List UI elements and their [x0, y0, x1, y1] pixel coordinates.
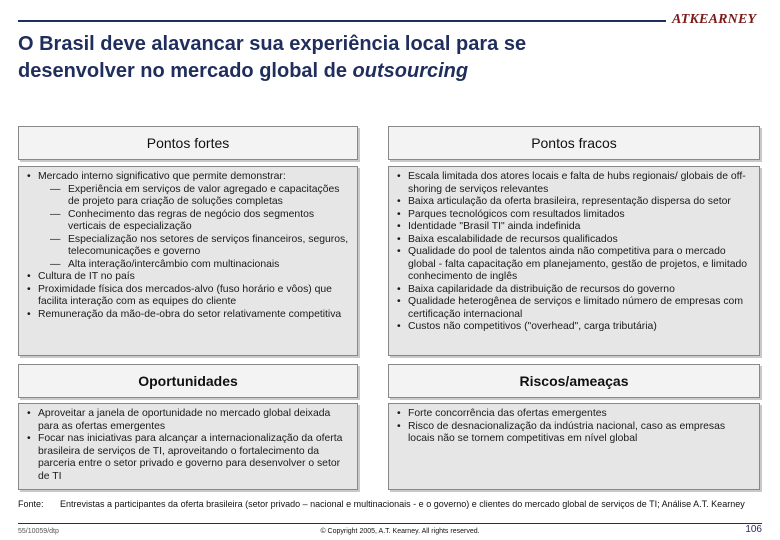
weaknesses-heading — [388, 126, 760, 160]
weaknesses-item: • Custos não competitivos ("overhead", carga tributária) — [397, 321, 751, 334]
opportunities-panel — [18, 403, 358, 490]
threats-list — [397, 408, 751, 446]
weaknesses-item: • Baixa escalabilidade de recursos qualificados — [397, 234, 751, 247]
company-logo: ATKEARNEY — [672, 12, 757, 27]
weaknesses-item: • Identidade "Brasil TI" ainda indefinida — [397, 221, 751, 234]
page-title — [18, 31, 668, 85]
top-rule — [18, 20, 666, 22]
weaknesses-heading-label: Pontos fracos — [531, 135, 617, 151]
strengths-item: • Remuneração da mão-de-obra do setor relativamente competitiva — [27, 309, 349, 322]
weaknesses-item: • Baixa capilaridade da distribuição de recursos do governo — [397, 284, 751, 297]
source-text: Entrevistas a participantes da oferta brasileira (setor privado – nacional e multinacionais - e o governo) e clientes do mercado global de serviços de TI; Análise A.T. Kearney — [60, 499, 745, 509]
weaknesses-item: • Qualidade do pool de talentos ainda não competitiva para o mercado global - falta capacitação em planejamento, gestão de projetos, e limitado conhecimento de inglês — [397, 246, 751, 284]
strengths-panel — [18, 166, 358, 356]
threats-heading-label: Riscos/ameaças — [519, 373, 629, 389]
strengths-subitem: — Conhecimento das regras de negócio dos segmentos verticais de especialização — [38, 209, 349, 234]
title-line-2-emphasis: outsourcing — [352, 60, 469, 82]
threats-heading — [388, 364, 760, 398]
page-number: 106 — [745, 524, 762, 535]
opportunities-item: • Aproveitar a janela de oportunidade no mercado global deixada para as ofertas emergentes — [27, 408, 349, 433]
strengths-item-text: Mercado interno significativo que permite demonstrar: — [38, 171, 286, 182]
bottom-rule — [18, 523, 762, 524]
copyright-notice: © Copyright 2005, A.T. Kearney. All rights reserved. — [320, 528, 480, 535]
weaknesses-item: • Baixa articulação da oferta brasileira, representação dispersa do setor — [397, 196, 751, 209]
strengths-item: • Cultura de IT no país — [27, 271, 349, 284]
opportunities-item: • Focar nas iniciativas para alcançar a internacionalização da oferta brasileira de serviços de TI, aproveitando o fortalecimento da parceria entre o setor privado e governo para desenvolver o setor de TI — [27, 433, 349, 483]
strengths-heading-label: Pontos fortes — [146, 135, 230, 151]
weaknesses-item: • Parques tecnológicos com resultados limitados — [397, 209, 751, 222]
strengths-heading — [18, 126, 358, 160]
opportunities-heading-label: Oportunidades — [138, 373, 238, 389]
title-line-2 — [18, 58, 668, 85]
title-line-2-prefix: desenvolver no mercado global de — [18, 60, 353, 82]
threats-item: • Forte concorrência das ofertas emergentes — [397, 408, 751, 421]
opportunities-list — [27, 408, 349, 483]
weaknesses-list — [397, 171, 751, 334]
strengths-item: • Proximidade física dos mercados-alvo (fuso horário e vôos) que facilita interação com as equipes do cliente — [27, 284, 349, 309]
weaknesses-item: • Qualidade heterogênea de serviços e limitado número de empresas com certificação internacional — [397, 296, 751, 321]
weaknesses-panel — [388, 166, 760, 356]
strengths-subitem: — Especialização nos setores de serviços financeiros, seguros, telecomunicações e governo — [38, 234, 349, 259]
source-label: Fonte: — [18, 499, 44, 509]
weaknesses-item: • Escala limitada dos atores locais e falta de hubs regionais/ globais de off-shoring de serviços relevantes — [397, 171, 751, 196]
title-line-1: O Brasil deve alavancar sua experiência local para se — [18, 33, 527, 55]
strengths-item — [27, 171, 349, 271]
strengths-list — [27, 171, 349, 321]
threats-item: • Risco de desnacionalização da indústria nacional, caso as empresas locais não se tornem competitivas em nível global — [397, 421, 751, 446]
strengths-sublist — [38, 184, 349, 272]
opportunities-heading — [18, 364, 358, 398]
threats-panel — [388, 403, 760, 490]
strengths-subitem: — Alta interação/intercâmbio com multinacionais — [38, 259, 349, 272]
footer-code: 55/10059/dtp — [18, 528, 59, 535]
strengths-subitem: — Experiência em serviços de valor agregado e capacitações de projeto para criação de soluções completas — [38, 184, 349, 209]
